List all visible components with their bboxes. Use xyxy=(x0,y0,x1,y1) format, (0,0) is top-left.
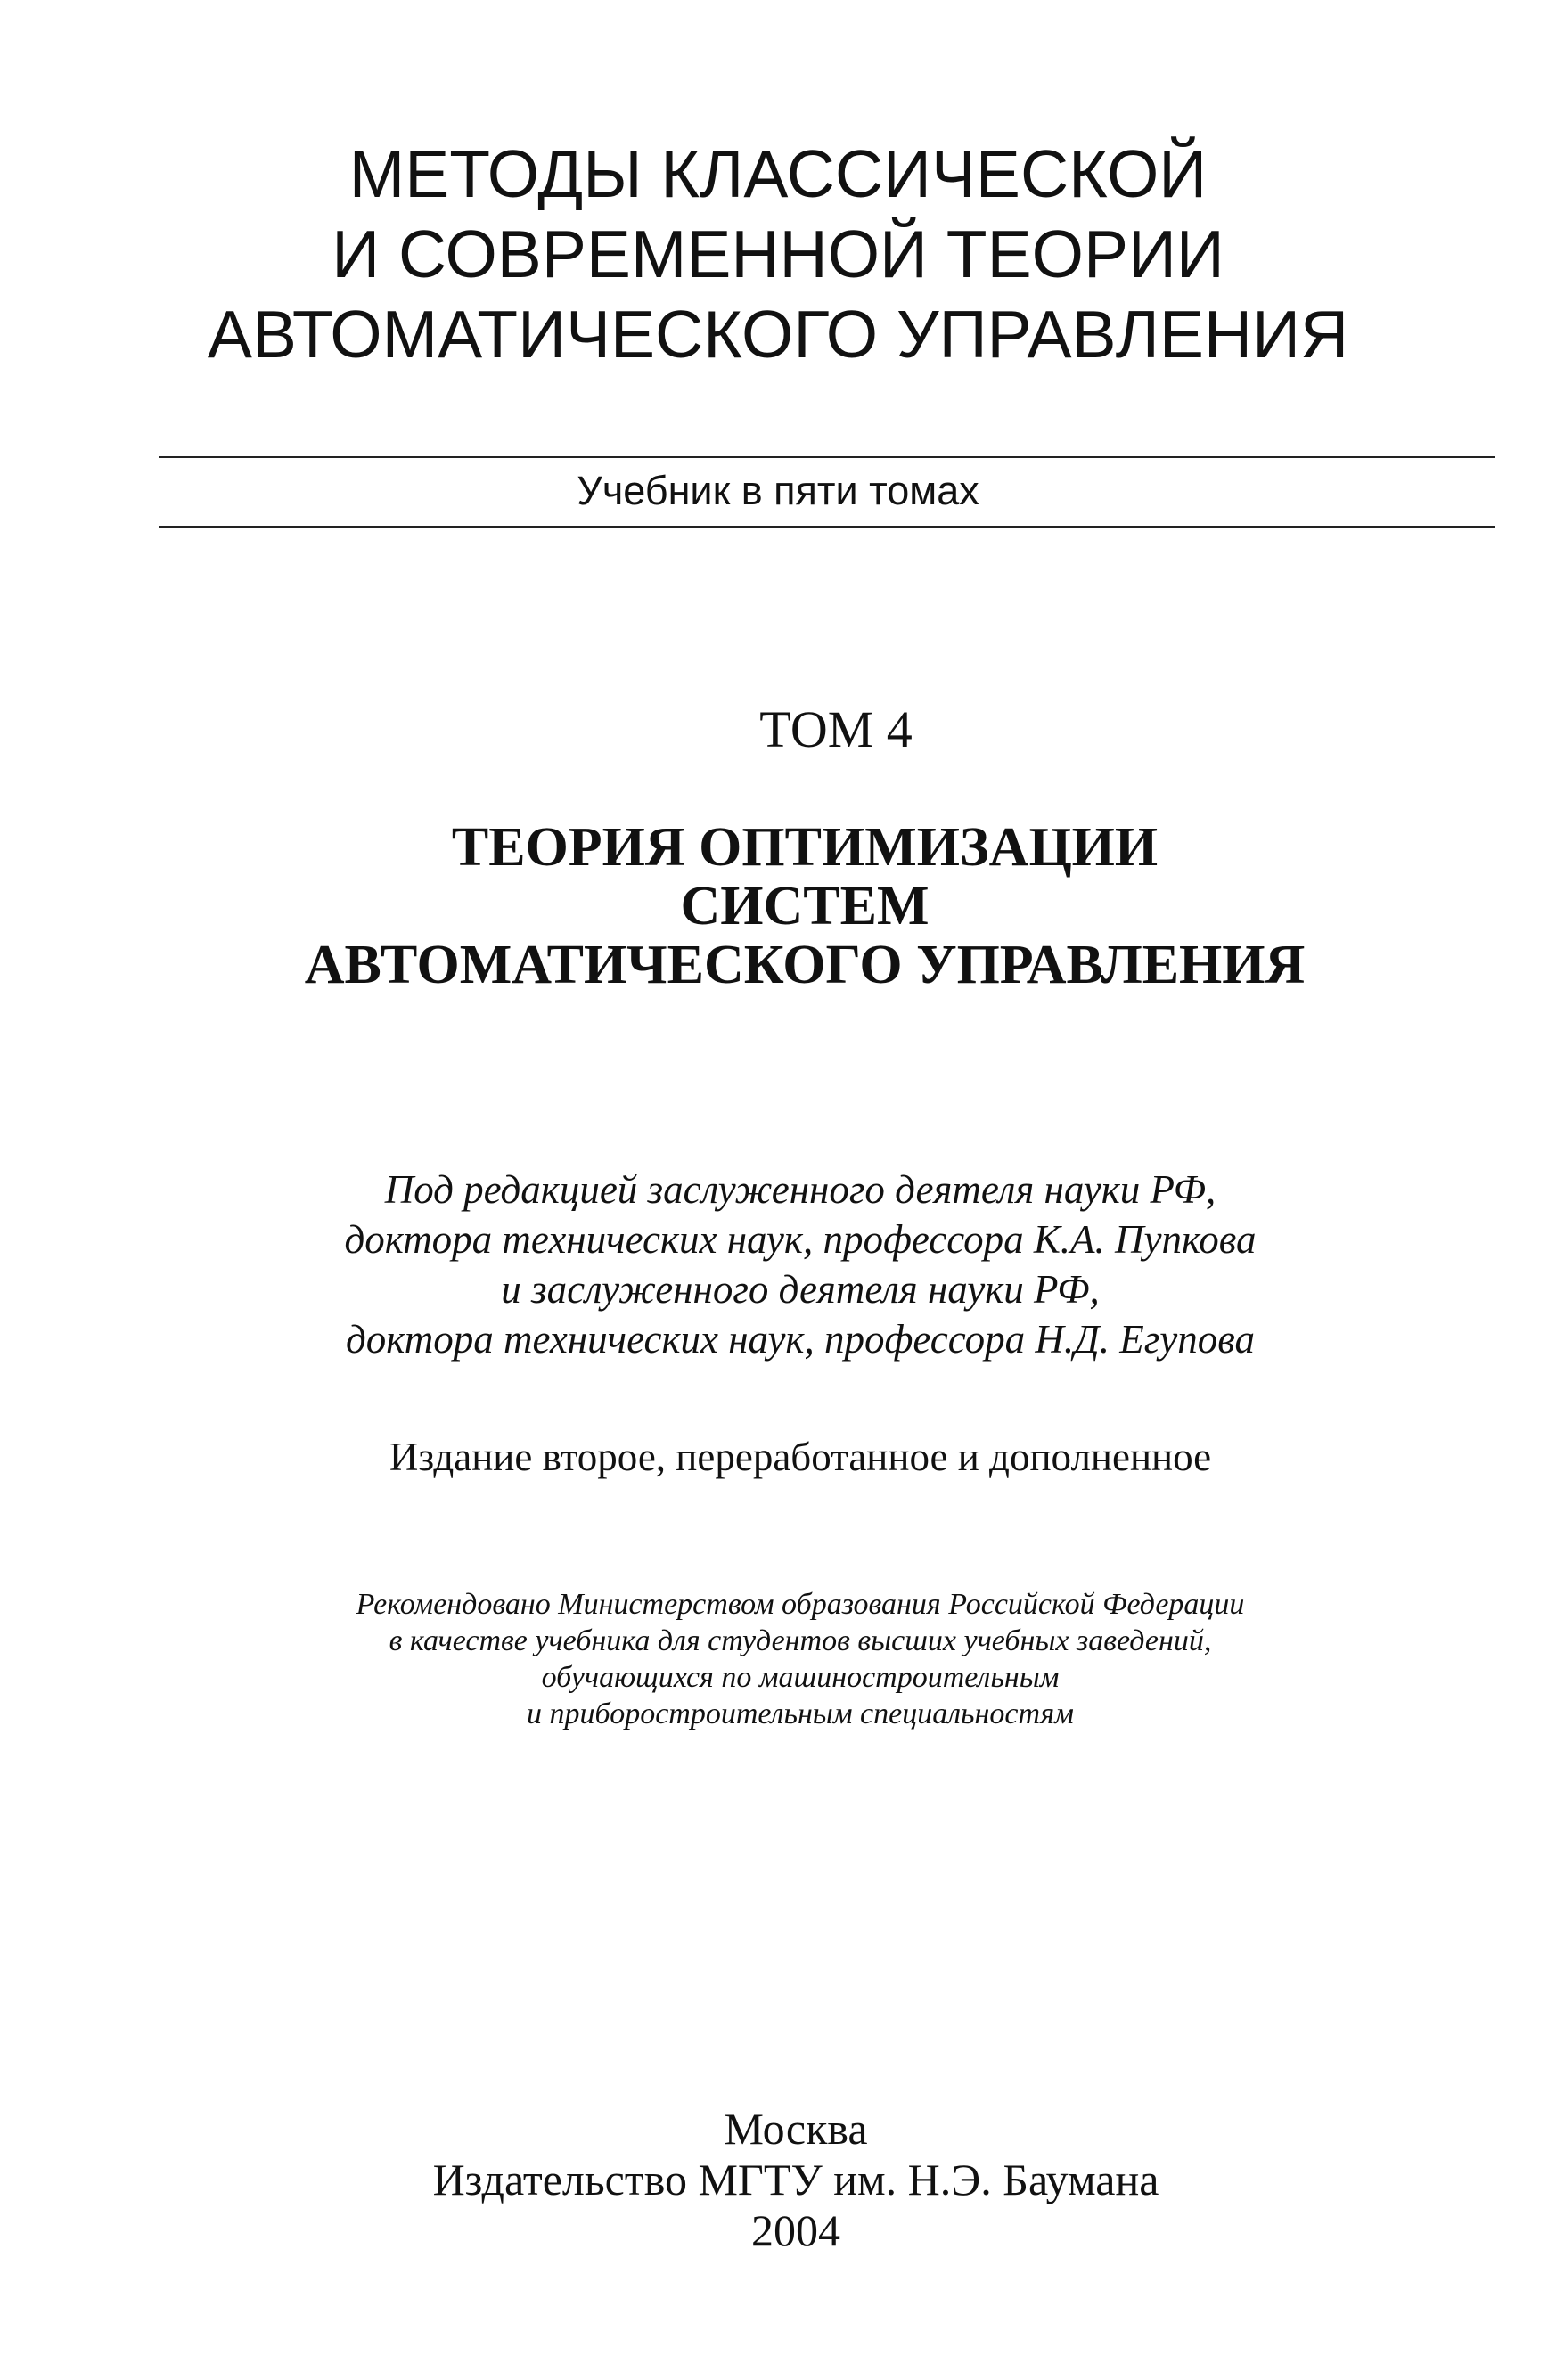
editors-line-3: и заслуженного деятеля науки РФ, xyxy=(501,1267,1100,1312)
imprint-block xyxy=(0,2104,1556,2256)
editors-line-2: доктора технических наук, профессора К.А. Пупкова xyxy=(344,1217,1257,1262)
book-title-line-3: АВТОМАТИЧЕСКОГО УПРАВЛЕНИЯ xyxy=(304,935,1306,995)
imprint-city: Москва xyxy=(724,2104,868,2154)
series-title-line-3: АВТОМАТИЧЕСКОГО УПРАВЛЕНИЯ xyxy=(207,297,1349,372)
book-title-line-1: ТЕОРИЯ ОПТИМИЗАЦИИ xyxy=(451,817,1159,878)
series-title-line-1: МЕТОДЫ КЛАССИЧЕСКОЙ xyxy=(348,136,1208,211)
volume-label: ТОМ 4 xyxy=(759,700,913,758)
imprint-publisher: Издательство МГТУ им. Н.Э. Баумана xyxy=(432,2155,1159,2204)
recommendation-line-1: Рекомендовано Министерством образования Российской Федерации xyxy=(356,1588,1245,1621)
top-divider xyxy=(159,456,1495,458)
editors-block xyxy=(0,1165,1556,1364)
recommendation-block xyxy=(0,1586,1556,1732)
recommendation-line-4: и приборостроительным специальностям xyxy=(527,1697,1074,1730)
book-title-line-2: СИСТЕМ xyxy=(680,876,930,936)
recommendation-line-3: обучающихся по машиностроительным xyxy=(541,1661,1060,1694)
edition-note: Издание второе, переработанное и дополненное xyxy=(389,1435,1212,1479)
bottom-divider xyxy=(159,526,1495,528)
series-title xyxy=(0,134,1556,374)
book-title xyxy=(0,818,1556,994)
editors-line-1: Под редакцией заслуженного деятеля науки РФ, xyxy=(384,1167,1216,1212)
series-subtitle: Учебник в пяти томах xyxy=(577,468,979,513)
series-title-line-2: И СОВРЕМЕННОЙ ТЕОРИИ xyxy=(332,217,1224,291)
recommendation-line-2: в качестве учебника для студентов высших учебных заведений, xyxy=(389,1624,1212,1657)
editors-line-4: доктора технических наук, профессора Н.Д. Егупова xyxy=(345,1317,1255,1362)
imprint-year: 2004 xyxy=(751,2205,840,2255)
